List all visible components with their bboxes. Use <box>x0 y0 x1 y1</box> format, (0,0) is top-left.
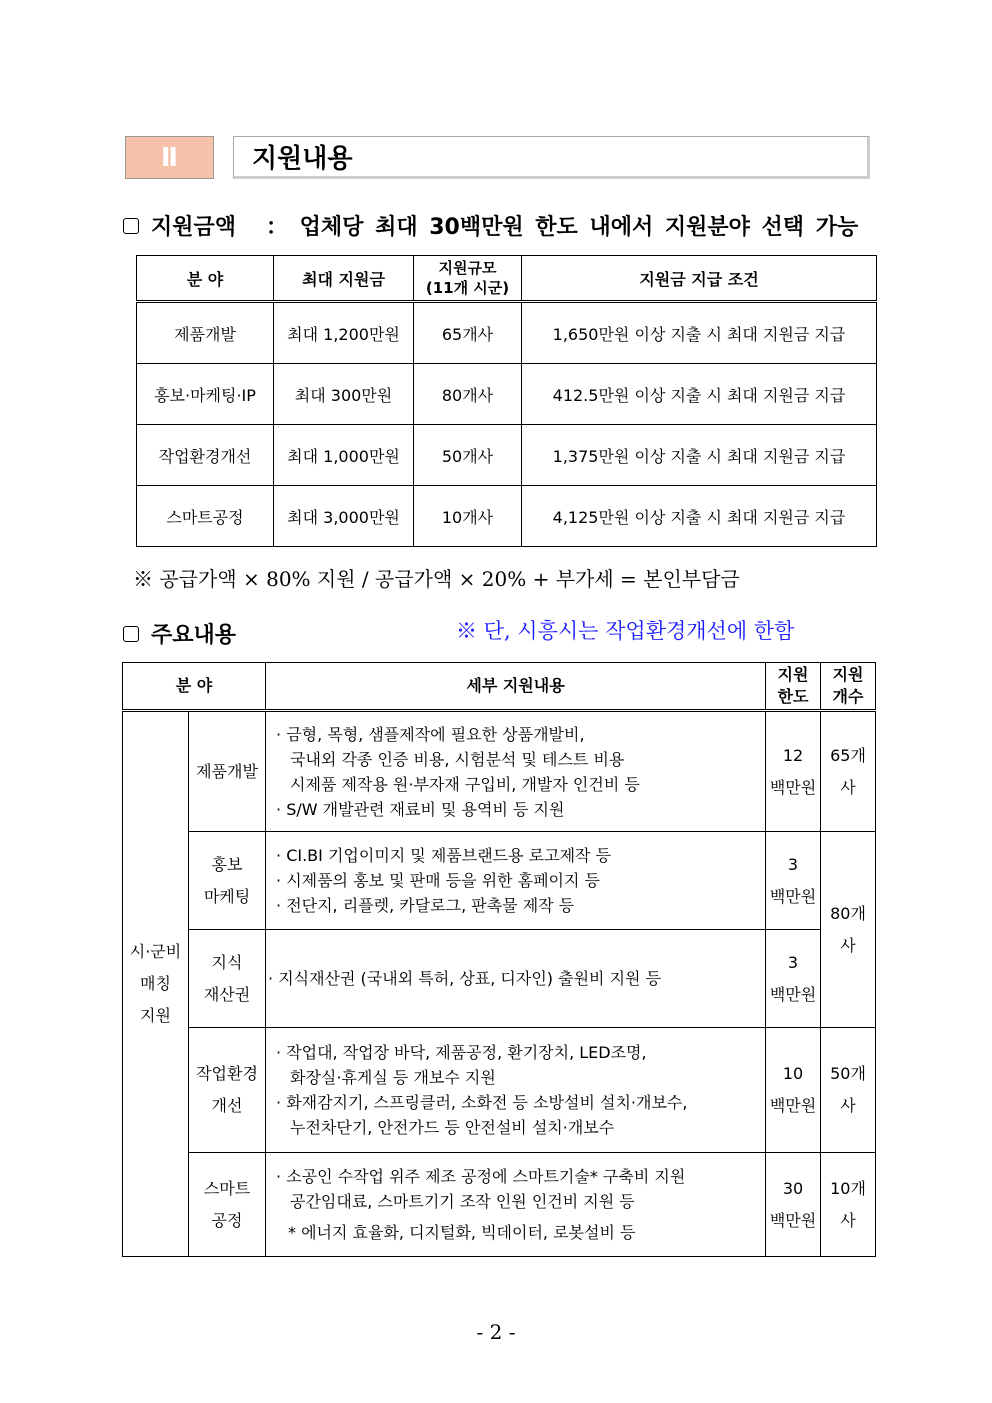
col-header-detail: 세부 지원내용 <box>266 663 766 711</box>
field-label: 스마트 <box>203 1178 251 1198</box>
main-table <box>122 662 876 1257</box>
cell-max: 최대 1,000만원 <box>274 425 414 486</box>
page-number: - 2 - <box>476 1320 516 1344</box>
col-header-limit <box>766 663 821 711</box>
limit-value: 3 <box>787 952 799 972</box>
limit-unit: 백만원 <box>769 984 817 1004</box>
cell-count <box>821 711 876 832</box>
count-label-1: 지원 <box>832 665 864 684</box>
table-row <box>137 425 877 486</box>
detail-line: · CI.BI 기업이미지 및 제품브랜드용 로고제작 등 <box>276 846 612 865</box>
amount-heading <box>123 210 858 241</box>
cell-detail <box>266 1028 766 1153</box>
cell-limit <box>766 1153 821 1257</box>
cell-count <box>821 1153 876 1257</box>
cell-condition: 412.5만원 이상 지출 시 최대 지원금 지급 <box>522 364 877 425</box>
cell-max: 최대 1,200만원 <box>274 302 414 364</box>
field-label: 작업환경 <box>196 1064 258 1083</box>
detail-line: 화장실·휴게실 등 개보수 지원 <box>290 1068 496 1087</box>
detail-footnote: * 에너지 효율화, 디지털화, 빅데이터, 로봇설비 등 <box>288 1223 636 1242</box>
field-label: 홍보 <box>211 854 243 874</box>
section-title: 지원내용 <box>233 136 870 179</box>
field-label: 공정 <box>211 1210 243 1230</box>
count-label-2: 개수 <box>832 687 864 706</box>
group-cell <box>123 711 189 1257</box>
cell-field <box>189 930 266 1028</box>
col-header-count <box>821 663 876 711</box>
cell-field: 스마트공정 <box>137 486 274 547</box>
cell-detail <box>266 832 766 930</box>
checkbox-icon <box>123 218 139 234</box>
table-row <box>123 1028 876 1153</box>
cell-condition: 1,650만원 이상 지출 시 최대 지원금 지급 <box>522 302 877 364</box>
cell-limit <box>766 711 821 832</box>
count-value: 65개 <box>830 745 866 765</box>
cell-field <box>189 1153 266 1257</box>
cell-count <box>821 832 876 1028</box>
cell-condition: 1,375만원 이상 지출 시 최대 지원금 지급 <box>522 425 877 486</box>
field-label: 재산권 <box>203 984 251 1004</box>
section-number: Ⅱ <box>125 136 214 179</box>
table-row <box>123 930 876 1028</box>
col-header-condition: 지원금 지급 조건 <box>522 256 877 302</box>
count-unit: 사 <box>840 1096 856 1115</box>
col-header-field: 분 야 <box>137 256 274 302</box>
cell-limit <box>766 832 821 930</box>
detail-line: 국내외 각종 인증 비용, 시험분석 및 테스트 비용 <box>290 749 625 769</box>
limit-value: 3 <box>787 854 799 874</box>
detail-line: · 작업대, 작업장 바닥, 제품공정, 환기장치, LED조명, <box>276 1043 647 1062</box>
cell-max: 최대 3,000만원 <box>274 486 414 547</box>
amount-desc: ： 업체당 최대 30백만원 한도 내에서 지원분야 선택 가능 <box>266 215 859 240</box>
group-label: 시·군비 <box>129 942 182 961</box>
detail-line: · 시제품의 홍보 및 판매 등을 위한 홈페이지 등 <box>276 871 600 890</box>
scale-sublabel: (11개 시군) <box>425 279 510 297</box>
detail-line: · 지식재산권 (국내외 특허, 상표, 디자인) 출원비 지원 등 <box>268 969 662 988</box>
detail-line: · 전단지, 리플렛, 카달로그, 판촉물 제작 등 <box>276 896 575 915</box>
count-value: 10개 <box>830 1178 866 1198</box>
cell-detail <box>266 1153 766 1257</box>
limit-unit: 백만원 <box>769 1210 817 1230</box>
group-label: 지원 <box>140 1006 171 1025</box>
detail-line: · 화재감지기, 스프링클러, 소화전 등 소방설비 설치·개보수, <box>276 1093 688 1112</box>
scale-label: 지원규모 <box>438 259 497 277</box>
limit-unit: 백만원 <box>769 1096 817 1115</box>
cell-scale: 80개사 <box>414 364 522 425</box>
detail-line: 누전차단기, 안전가드 등 안전설비 설치·개보수 <box>290 1118 615 1137</box>
cell-scale: 10개사 <box>414 486 522 547</box>
detail-line: 시제품 제작용 원·부자재 구입비, 개발자 인건비 등 <box>290 774 640 794</box>
main-heading <box>123 618 236 649</box>
amount-label: 지원금액 <box>151 215 237 240</box>
cell-limit <box>766 930 821 1028</box>
limit-value: 30 <box>782 1178 804 1198</box>
cell-scale: 65개사 <box>414 302 522 364</box>
col-header-field: 분 야 <box>123 663 266 711</box>
detail-line: 공간임대료, 스마트기기 조작 인원 인건비 지원 등 <box>290 1192 635 1211</box>
table-row <box>137 364 877 425</box>
limit-label-1: 지원 <box>777 665 809 684</box>
cell-limit <box>766 1028 821 1153</box>
table-row <box>137 302 877 364</box>
amount-table <box>136 255 877 547</box>
cell-field <box>189 1028 266 1153</box>
table-row <box>123 1153 876 1257</box>
amount-note: ※ 공급가액 × 80% 지원 / 공급가액 × 20% + 부가세 = 본인부담금 <box>133 567 740 591</box>
detail-line: · S/W 개발관련 재료비 및 용역비 등 지원 <box>276 799 565 819</box>
field-label: 지식 <box>211 952 243 972</box>
col-header-scale <box>414 256 522 302</box>
limit-label-2: 한도 <box>777 687 809 706</box>
limit-value: 12 <box>782 745 804 765</box>
cell-count <box>821 1028 876 1153</box>
detail-line: · 금형, 목형, 샘플제작에 필요한 상품개발비, <box>276 724 585 744</box>
table-row <box>123 711 876 832</box>
field-label: 마케팅 <box>203 886 251 906</box>
cell-condition: 4,125만원 이상 지출 시 최대 지원금 지급 <box>522 486 877 547</box>
col-header-max: 최대 지원금 <box>274 256 414 302</box>
detail-line: · 소공인 수작업 위주 제조 공정에 스마트기술* 구축비 지원 <box>276 1167 686 1186</box>
cell-scale: 50개사 <box>414 425 522 486</box>
count-value: 50개 <box>830 1064 866 1083</box>
table-row <box>137 486 877 547</box>
cell-field: 홍보·마케팅·IP <box>137 364 274 425</box>
cell-field: 제품개발 <box>189 711 266 832</box>
main-label: 주요내용 <box>151 623 237 648</box>
cell-max: 최대 300만원 <box>274 364 414 425</box>
checkbox-icon <box>123 626 139 642</box>
limit-unit: 백만원 <box>769 886 817 906</box>
cell-field: 제품개발 <box>137 302 274 364</box>
limit-unit: 백만원 <box>769 777 817 797</box>
limit-value: 10 <box>782 1064 804 1083</box>
main-note: ※ 단, 시흥시는 작업환경개선에 한함 <box>456 619 795 643</box>
cell-detail <box>266 711 766 832</box>
cell-field <box>189 832 266 930</box>
table-row <box>123 832 876 930</box>
count-unit: 사 <box>840 1210 856 1230</box>
group-label: 매칭 <box>140 974 171 993</box>
cell-field: 작업환경개선 <box>137 425 274 486</box>
count-unit: 사 <box>840 935 856 955</box>
count-value: 80개 <box>830 903 866 923</box>
count-unit: 사 <box>840 777 856 797</box>
field-label: 개선 <box>211 1096 243 1115</box>
cell-detail <box>266 930 766 1028</box>
